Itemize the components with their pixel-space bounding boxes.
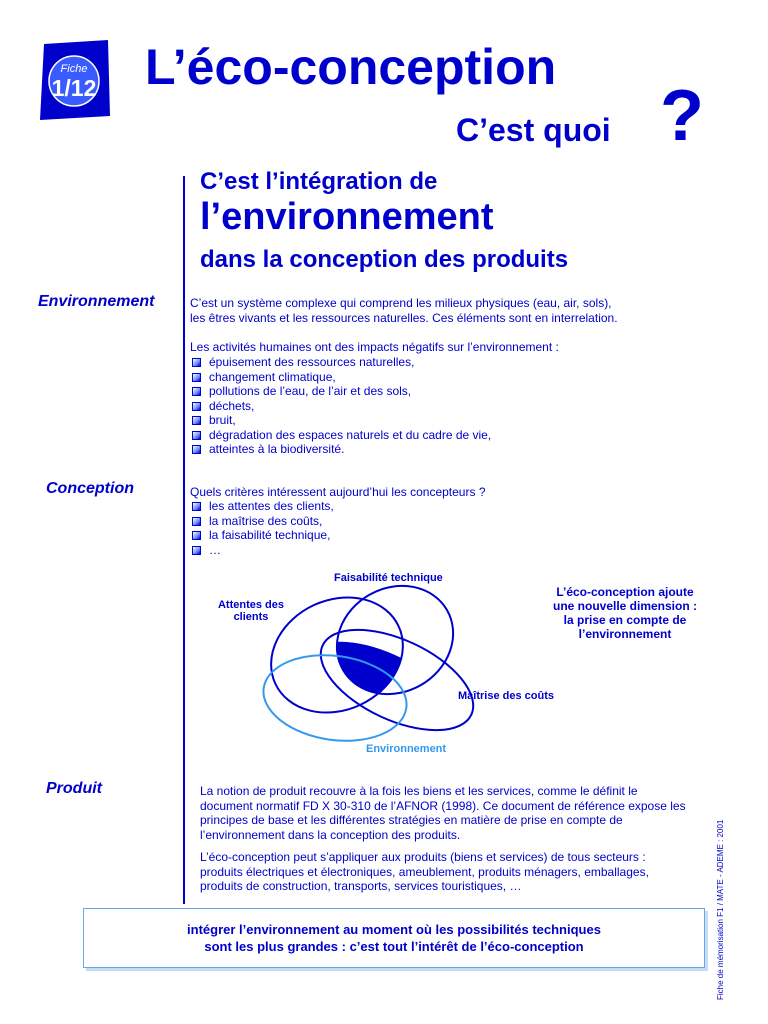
environnement-definition-line-2: les êtres vivants et les ressources naturelles. Ces éléments sont en interrelation. bbox=[190, 310, 618, 325]
bullet-square-icon bbox=[192, 546, 201, 555]
headline-line-3: dans la conception des produits bbox=[200, 246, 569, 273]
conception-intro: Quels critères intéressent aujourd’hui les concepteurs ? bbox=[190, 485, 486, 499]
section-title-produit: Produit bbox=[46, 780, 102, 797]
environnement-impacts-list bbox=[189, 355, 491, 457]
question-mark: ? bbox=[660, 76, 704, 156]
bullet-square-icon bbox=[192, 416, 201, 425]
page-subtitle: C’est quoi bbox=[456, 112, 611, 148]
section-title-environnement: Environnement bbox=[38, 293, 155, 310]
environnement-definition-line-1: C’est un système complexe qui comprend les milieux physiques (eau, air, sols), bbox=[190, 296, 612, 310]
page-title: L’éco-conception bbox=[145, 39, 557, 95]
bullet-square-icon bbox=[192, 402, 201, 411]
bullet-square-icon bbox=[192, 387, 201, 396]
headline-line-2: l’environnement bbox=[200, 196, 494, 238]
list-item: changement climatique, bbox=[189, 370, 491, 385]
bullet-square-icon bbox=[192, 445, 201, 454]
conclusion-text: intégrer l’environnement au moment où les possibilités techniques sont les plus grandes : c’est tout l’intérêt de l’éco-conception bbox=[187, 922, 601, 954]
fiche-badge bbox=[38, 40, 110, 120]
vertical-divider bbox=[183, 176, 185, 904]
produit-paragraph-2: L’éco-conception peut s’appliquer aux produits (biens et services) de tous secteurs : produits électriques et électroniques, ameublement, produits ménagers, emballages, produits de construction, transports, services touristiques, … bbox=[200, 850, 649, 893]
list-item: bruit, bbox=[189, 413, 491, 428]
list-item: la maîtrise des coûts, bbox=[189, 514, 334, 529]
bullet-square-icon bbox=[192, 358, 201, 367]
badge-number: 1/12 bbox=[51, 75, 97, 101]
list-item: déchets, bbox=[189, 399, 491, 414]
bullet-square-icon bbox=[192, 531, 201, 540]
venn-label-faisabilite: Faisabilité technique bbox=[334, 572, 443, 584]
side-note: Fiche de mémorisation F1 / MATE - ADEME : 2001 bbox=[716, 819, 725, 1000]
badge-label: Fiche bbox=[60, 63, 88, 75]
conclusion-box bbox=[83, 908, 705, 968]
venn-label-maitrise: Maîtrise des coûts bbox=[458, 690, 554, 702]
list-item: … bbox=[189, 543, 334, 558]
list-item: dégradation des espaces naturels et du cadre de vie, bbox=[189, 428, 491, 443]
eco-conception-note: L’éco-conception ajoute une nouvelle dimension : la prise en compte de l’environnement bbox=[552, 585, 698, 641]
bullet-square-icon bbox=[192, 431, 201, 440]
venn-ellipse-maitrise bbox=[306, 609, 488, 751]
produit-paragraph-1: La notion de produit recouvre à la fois les biens et les services, comme le définit le document normatif FD X 30-310 de l’AFNOR (1998). Ce document de référence expose les principes de base et les différentes stratégies en matière de prise en compte de l’environnement dans la conception des produits. bbox=[200, 784, 686, 842]
section-title-conception: Conception bbox=[46, 480, 134, 497]
environnement-definition bbox=[190, 296, 618, 325]
bullet-square-icon bbox=[192, 373, 201, 382]
environnement-impacts-intro: Les activités humaines ont des impacts négatifs sur l’environnement : bbox=[190, 340, 559, 354]
list-item: pollutions de l’eau, de l’air et des sols, bbox=[189, 384, 491, 399]
list-item: atteintes à la biodiversité. bbox=[189, 442, 491, 457]
headline-line-1: C’est l’intégration de bbox=[200, 168, 438, 195]
venn-label-environnement: Environnement bbox=[366, 743, 447, 755]
list-item: épuisement des ressources naturelles, bbox=[189, 355, 491, 370]
list-item: les attentes des clients, bbox=[189, 499, 334, 514]
bullet-square-icon bbox=[192, 502, 201, 511]
produit-text bbox=[200, 784, 690, 902]
venn-diagram bbox=[255, 570, 575, 765]
list-item: la faisabilité technique, bbox=[189, 528, 334, 543]
bullet-square-icon bbox=[192, 517, 201, 526]
conception-criteria-list bbox=[189, 499, 334, 557]
venn-label-attentes: Attentes des clients bbox=[217, 599, 285, 623]
